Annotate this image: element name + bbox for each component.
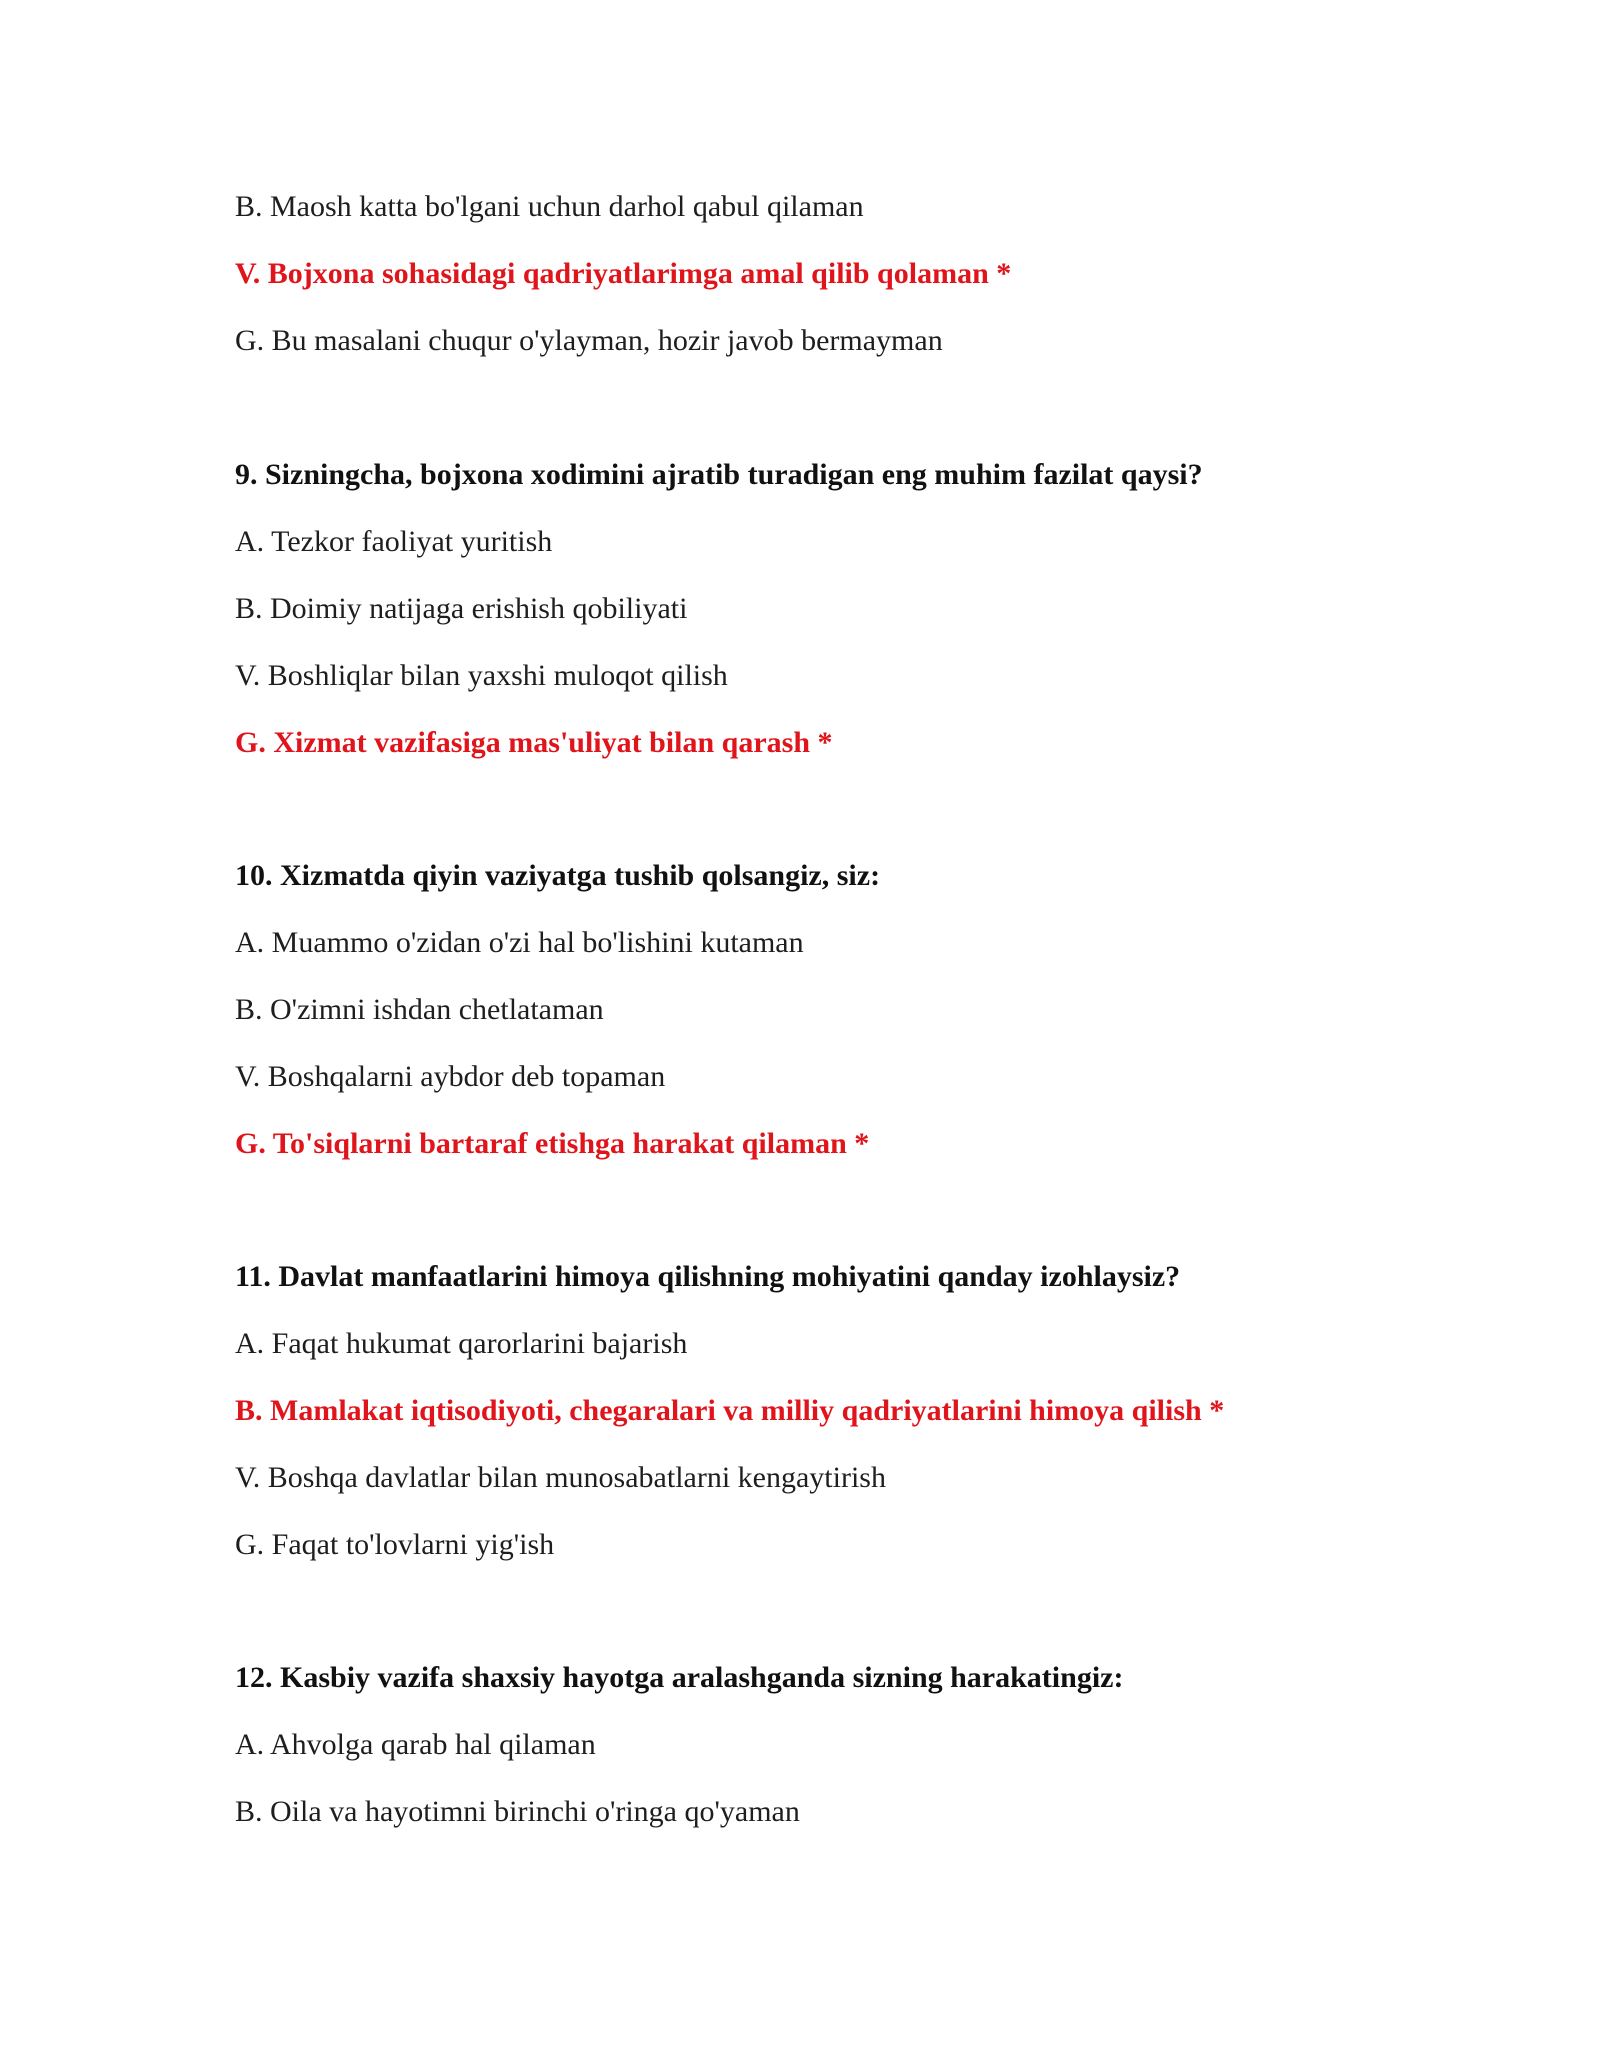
answer-option: V. Boshqalarni aybdor deb topaman [235, 1060, 666, 1093]
answer-option: A. Muammo o'zidan o'zi hal bo'lishini kutaman [235, 926, 804, 959]
answer-option: G. Faqat to'lovlarni yig'ish [235, 1528, 555, 1561]
answer-option: A. Ahvolga qarab hal qilaman [235, 1728, 596, 1761]
question-title: 12. Kasbiy vazifa shaxsiy hayotga aralashganda sizning harakatingiz: [235, 1661, 1124, 1694]
answer-option: A. Faqat hukumat qarorlarini bajarish [235, 1327, 688, 1360]
answer-option: B. O'zimni ishdan chetlataman [235, 993, 604, 1026]
correct-answer-option: G. To'siqlarni bartaraf etishga harakat qilaman * [235, 1127, 870, 1160]
answer-option: V. Boshliqlar bilan yaxshi muloqot qilish [235, 659, 728, 692]
question-title: 11. Davlat manfaatlarini himoya qilishning mohiyatini qanday izohlaysiz? [235, 1260, 1181, 1293]
answer-option: G. Bu masalani chuqur o'ylayman, hozir javob bermayman [235, 324, 943, 357]
question-title: 10. Xizmatda qiyin vaziyatga tushib qolsangiz, siz: [235, 859, 881, 892]
answer-option: B. Maosh katta bo'lgani uchun darhol qabul qilaman [235, 190, 864, 223]
correct-answer-option: V. Bojxona sohasidagi qadriyatlarimga amal qilib qolaman * [235, 257, 1012, 290]
correct-answer-option: B. Mamlakat iqtisodiyoti, chegaralari va milliy qadriyatlarini himoya qilish * [235, 1394, 1225, 1427]
correct-answer-option: G. Xizmat vazifasiga mas'uliyat bilan qarash * [235, 726, 833, 759]
answer-option: B. Oila va hayotimni birinchi o'ringa qo'yaman [235, 1795, 800, 1828]
answer-option: V. Boshqa davlatlar bilan munosabatlarni kengaytirish [235, 1461, 886, 1494]
answer-option: B. Doimiy natijaga erishish qobiliyati [235, 592, 688, 625]
question-title: 9. Sizningcha, bojxona xodimini ajratib turadigan eng muhim fazilat qaysi? [235, 458, 1203, 491]
answer-option: A. Tezkor faoliyat yuritish [235, 525, 553, 558]
